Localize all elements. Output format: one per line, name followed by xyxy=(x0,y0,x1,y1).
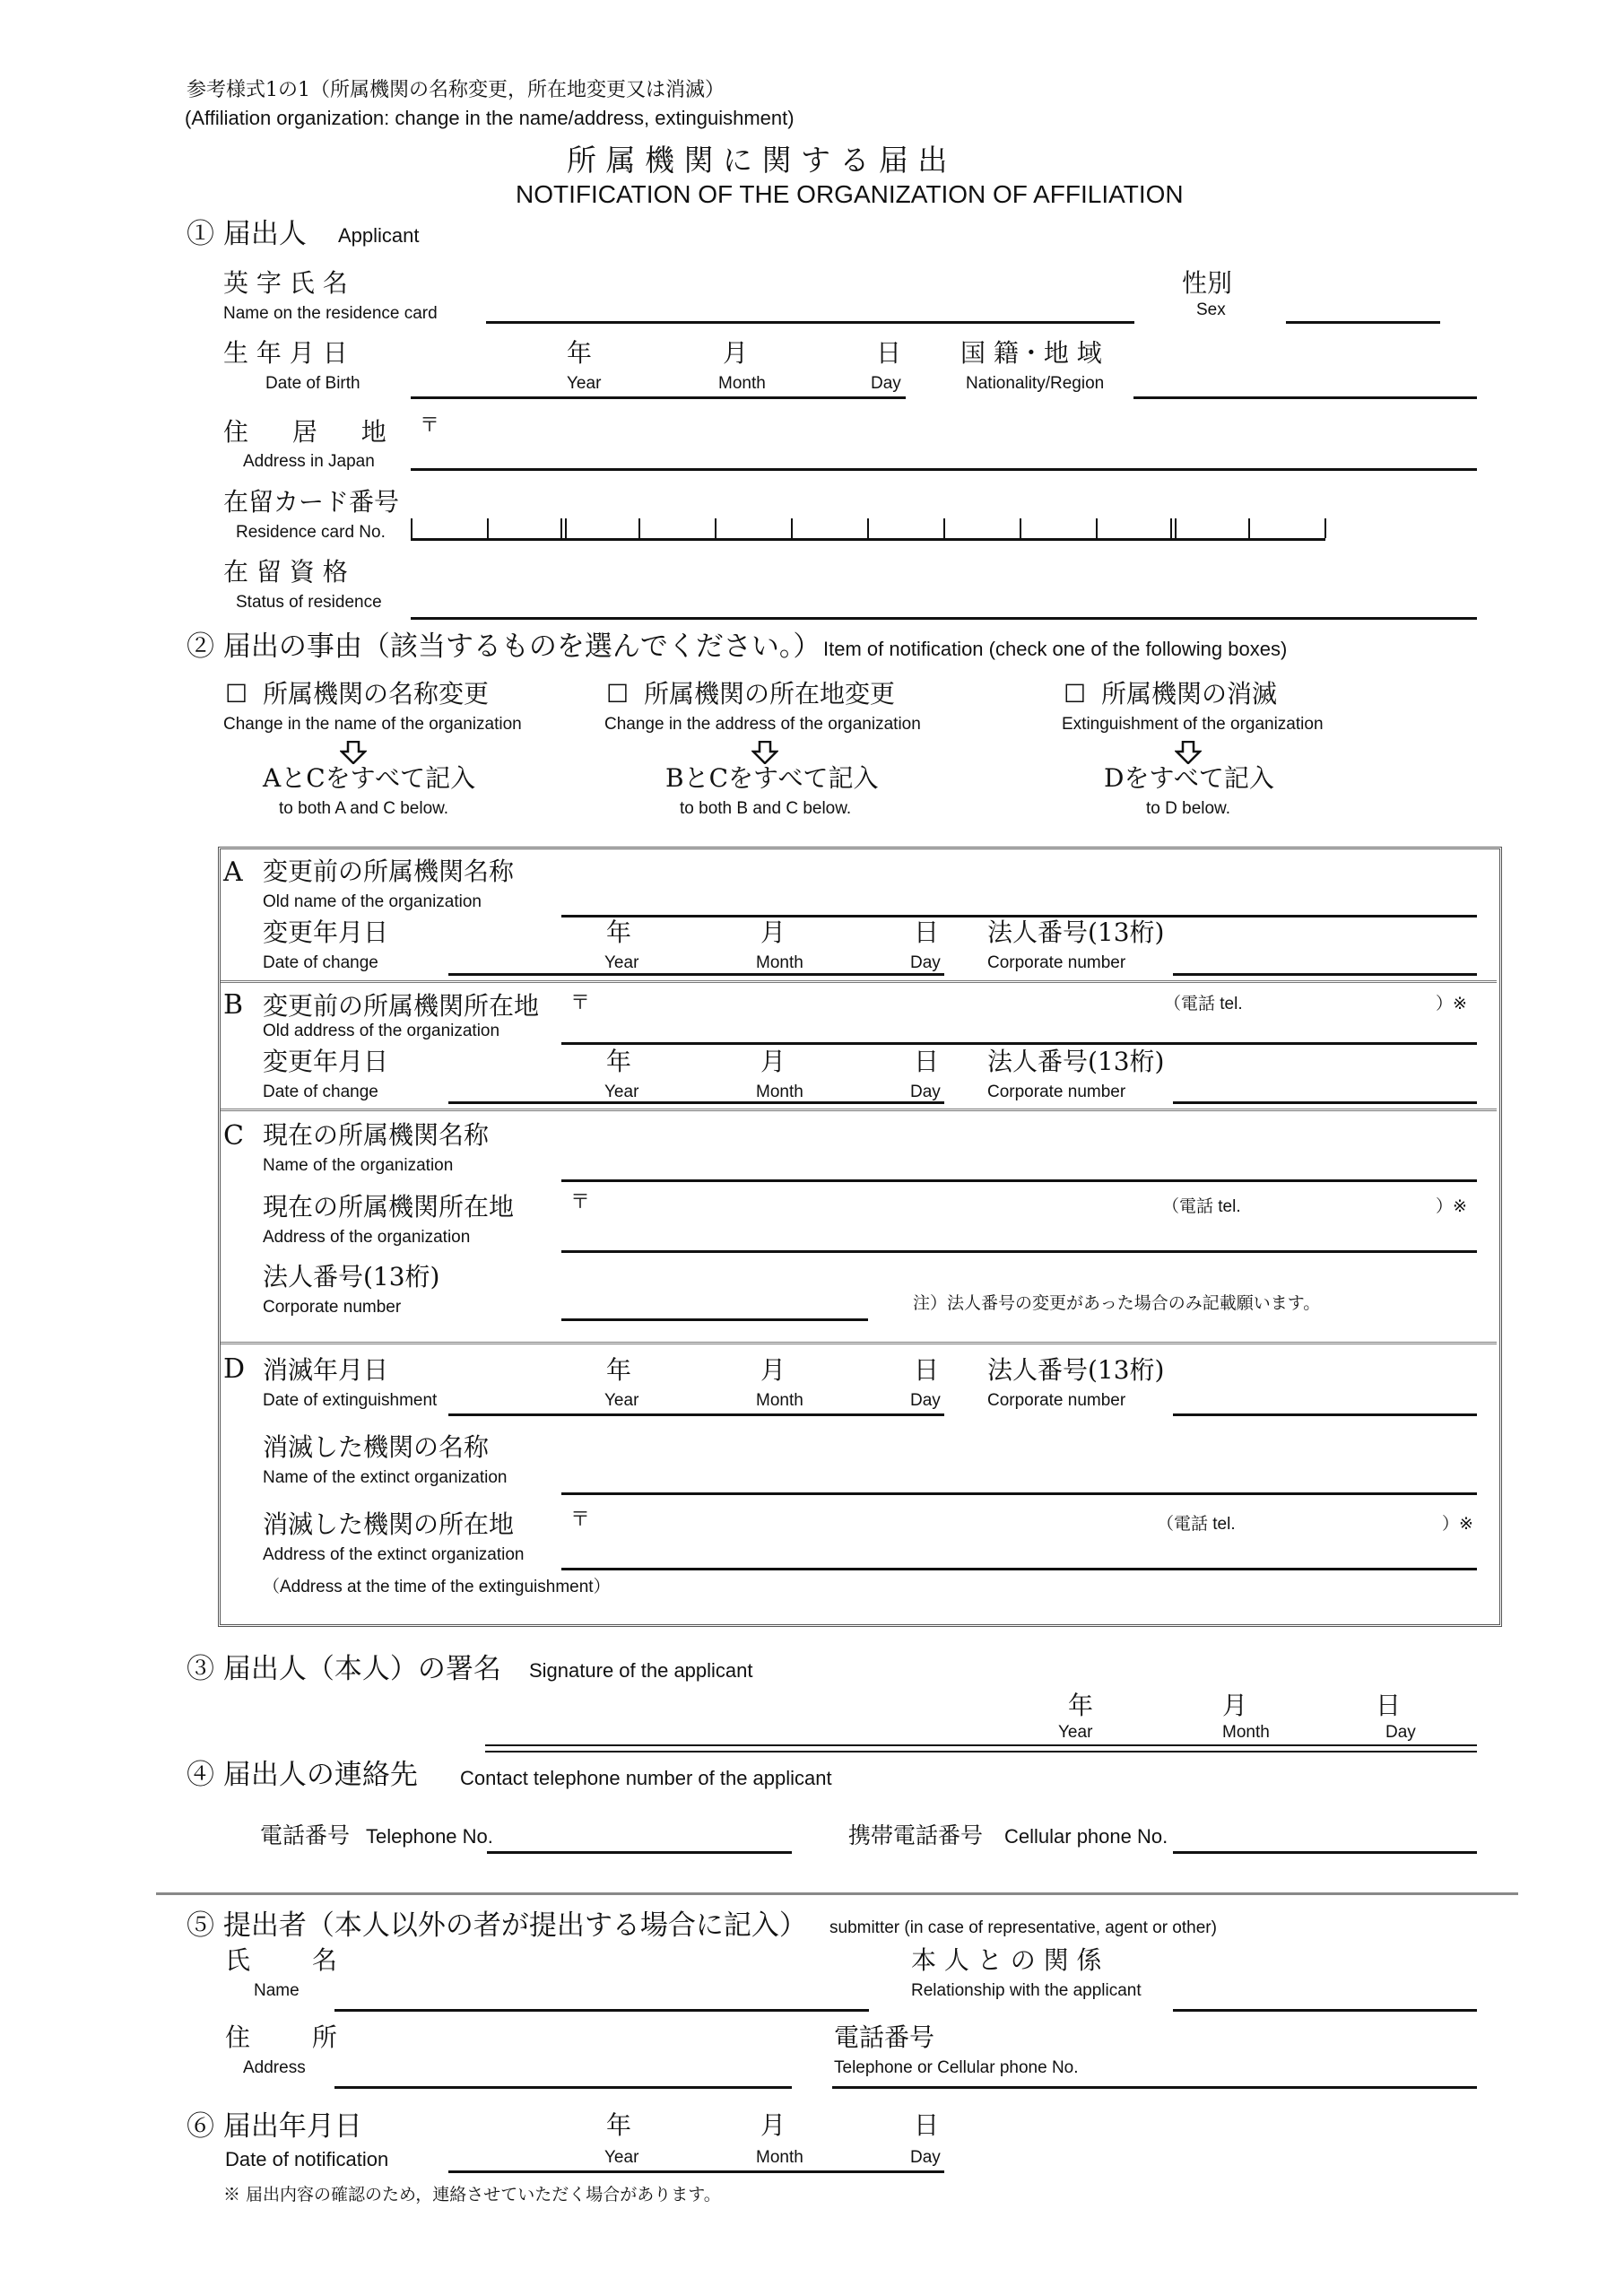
a-corp-label: 法人番号(13桁) xyxy=(987,918,1165,947)
submitter-address-label-en: Address xyxy=(243,2058,306,2077)
b-date-label: 変更年月日 xyxy=(263,1047,389,1076)
section-2-heading-en: Item of notification (check one of the following boxes) xyxy=(823,638,1288,660)
relationship-label-en: Relationship with the applicant xyxy=(911,1981,1142,2000)
arrow-down-icon xyxy=(1175,741,1202,764)
sign-year-label-en: Year xyxy=(1058,1723,1093,1742)
b-tel-label: （電話 tel. xyxy=(1164,995,1243,1013)
c-tel-end: ）※ xyxy=(1436,1197,1467,1216)
option-name-change-label: 所属機関の名称変更 xyxy=(263,679,490,709)
dob-month-label: 月 xyxy=(723,338,749,368)
dob-label: 生 年 月 日 xyxy=(223,338,348,368)
d-address-field[interactable] xyxy=(561,1568,1477,1570)
b-day-label: 日 xyxy=(914,1047,940,1076)
a-date-label: 変更年月日 xyxy=(263,918,389,947)
b-postal-mark: 〒 xyxy=(570,992,591,1014)
b-year-label: 年 xyxy=(606,1047,632,1076)
b-date-field[interactable] xyxy=(448,1101,944,1104)
notif-day-label: 日 xyxy=(914,2110,940,2140)
b-tel-end: ）※ xyxy=(1436,995,1467,1013)
a-old-name-label-en: Old name of the organization xyxy=(263,892,482,911)
nationality-label: 国 籍・地 域 xyxy=(960,338,1102,368)
d-year-label: 年 xyxy=(606,1355,632,1385)
a-month-label: 月 xyxy=(760,918,786,947)
notification-date-field[interactable] xyxy=(448,2170,944,2173)
residence-card-label-en: Residence card No. xyxy=(236,523,386,542)
form-title-en: NOTIFICATION OF THE ORGANIZATION OF AFFILIATION xyxy=(516,180,1184,208)
reference-form-label: 参考様式1の1（所属機関の名称変更，所在地変更又は消滅） xyxy=(187,79,725,101)
sign-day-label-en: Day xyxy=(1385,1723,1416,1742)
section-4-heading: ④ 届出人の連絡先 xyxy=(187,1759,418,1791)
form-title: 所 属 機 関 に 関 す る 届 出 xyxy=(567,143,948,178)
fill-a-c-label: AとCをすべて記入 xyxy=(263,763,476,793)
d-month-label: 月 xyxy=(760,1355,786,1385)
option-extinguishment-label: 所属機関の消滅 xyxy=(1101,679,1278,709)
c-name-label: 現在の所属機関名称 xyxy=(263,1120,490,1150)
submitter-tel-label: 電話番号 xyxy=(834,2022,935,2052)
a-corp-label-en: Corporate number xyxy=(987,953,1126,972)
sex-label: 性別 xyxy=(1182,268,1233,298)
relationship-field[interactable] xyxy=(1173,2009,1477,2012)
section-c-letter: C xyxy=(223,1120,244,1152)
option-name-change-label-en: Change in the name of the organization xyxy=(223,715,522,734)
submitter-tel-label-en: Telephone or Cellular phone No. xyxy=(834,2058,1079,2077)
d-corp-label-en: Corporate number xyxy=(987,1391,1126,1410)
a-year-label-en: Year xyxy=(604,953,639,972)
d-day-label-en: Day xyxy=(910,1391,941,1410)
c-name-label-en: Name of the organization xyxy=(263,1156,454,1175)
d-address-label-en: Address of the extinct organization xyxy=(263,1545,525,1564)
sign-month-label-en: Month xyxy=(1222,1723,1270,1742)
section-b-letter: B xyxy=(223,989,244,1021)
dob-label-en: Date of Birth xyxy=(265,374,360,393)
relationship-label: 本 人 と の 関 係 xyxy=(911,1945,1102,1975)
dob-year-label: 年 xyxy=(567,338,593,368)
a-corp-field[interactable] xyxy=(1173,973,1477,976)
postal-mark: 〒 xyxy=(420,414,440,437)
b-corp-label-en: Corporate number xyxy=(987,1083,1126,1101)
status-label: 在 留 資 格 xyxy=(223,557,348,587)
tel-label-en: Telephone No. xyxy=(366,1825,493,1848)
footer-note: ※ 届出内容の確認のため，連絡させていただく場合があります。 xyxy=(223,2185,721,2205)
c-corp-label-en: Corporate number xyxy=(263,1298,402,1317)
sign-month-label: 月 xyxy=(1222,1691,1248,1720)
d-address-label: 消滅した機関の所在地 xyxy=(263,1509,515,1539)
section-1-heading: ① 届出人 xyxy=(187,218,307,250)
c-corp-field[interactable] xyxy=(561,1318,868,1321)
sex-label-en: Sex xyxy=(1196,300,1226,319)
checkbox-name-change[interactable]: ☐ xyxy=(225,679,248,709)
checkbox-address-change[interactable]: ☐ xyxy=(606,679,630,709)
submitter-tel-field[interactable] xyxy=(832,2086,1477,2089)
section-d-letter: D xyxy=(223,1353,246,1385)
dob-day-label-en: Day xyxy=(871,374,901,393)
notif-year-label: 年 xyxy=(606,2110,632,2140)
tel-label: 電話番号 xyxy=(260,1822,351,1848)
d-address-note: （Address at the time of the extinguishment） xyxy=(263,1578,611,1596)
address-label-en: Address in Japan xyxy=(243,452,375,471)
section-6-heading: ⑥ 届出年月日 xyxy=(187,2110,362,2143)
sign-day-label: 日 xyxy=(1376,1691,1402,1720)
residence-card-label: 在留カード番号 xyxy=(223,487,400,517)
section-4-heading-en: Contact telephone number of the applicant xyxy=(460,1767,832,1789)
d-tel-end: ）※ xyxy=(1442,1515,1473,1534)
nationality-label-en: Nationality/Region xyxy=(966,374,1105,393)
submitter-address-field[interactable] xyxy=(334,2086,792,2089)
section-5-heading-en: submitter (in case of representative, agent or other) xyxy=(829,1918,1217,1937)
d-date-field[interactable] xyxy=(448,1413,944,1416)
nationality-field[interactable] xyxy=(1133,396,1477,399)
residence-card-field[interactable] xyxy=(411,538,1325,541)
submitter-name-field[interactable] xyxy=(334,2009,869,2012)
section-5-heading: ⑤ 提出者（本人以外の者が提出する場合に記入） xyxy=(187,1909,807,1942)
d-month-label-en: Month xyxy=(756,1391,803,1410)
applicant-name-label: 英 字 氏 名 xyxy=(223,268,348,298)
sign-year-label: 年 xyxy=(1068,1691,1094,1720)
address-label: 住 居 地 xyxy=(223,417,386,447)
a-year-label: 年 xyxy=(606,918,632,947)
b-date-label-en: Date of change xyxy=(263,1083,378,1101)
status-label-en: Status of residence xyxy=(236,593,382,612)
fill-d-label: Dをすべて記入 xyxy=(1104,763,1274,793)
b-old-address-label-en: Old address of the organization xyxy=(263,1022,500,1040)
b-old-address-label: 変更前の所属機関所在地 xyxy=(263,991,540,1021)
section-3-heading-en: Signature of the applicant xyxy=(529,1659,753,1682)
cell-label: 携帯電話番号 xyxy=(848,1822,984,1848)
b-corp-field[interactable] xyxy=(1173,1101,1477,1104)
separator xyxy=(156,1892,1518,1895)
d-year-label-en: Year xyxy=(604,1391,639,1410)
cell-label-en: Cellular phone No. xyxy=(1004,1825,1168,1848)
fill-a-c-label-en: to both A and C below. xyxy=(279,799,449,818)
c-corp-label: 法人番号(13桁) xyxy=(263,1262,440,1292)
a-date-label-en: Date of change xyxy=(263,953,378,972)
submitter-address-label: 住 所 xyxy=(225,2022,337,2052)
notif-month-label-en: Month xyxy=(756,2148,803,2167)
a-day-label-en: Day xyxy=(910,953,941,972)
section-3-heading: ③ 届出人（本人）の署名 xyxy=(187,1653,501,1685)
notif-month-label: 月 xyxy=(760,2110,786,2140)
d-corp-label: 法人番号(13桁) xyxy=(987,1355,1165,1385)
a-month-label-en: Month xyxy=(756,953,803,972)
section-2-heading: ② 届出の事由（該当するものを選んでください。） xyxy=(187,631,821,663)
option-address-change-label-en: Change in the address of the organization xyxy=(604,715,921,734)
b-old-address-field[interactable] xyxy=(561,1042,1477,1045)
sex-field[interactable] xyxy=(1286,321,1440,324)
telephone-field[interactable] xyxy=(487,1851,792,1854)
d-date-label-en: Date of extinguishment xyxy=(263,1391,438,1410)
b-day-label-en: Day xyxy=(910,1083,941,1101)
a-date-field[interactable] xyxy=(448,973,944,976)
d-name-label: 消滅した機関の名称 xyxy=(263,1432,490,1462)
d-name-field[interactable] xyxy=(561,1492,1477,1495)
c-tel-label: （電話 tel. xyxy=(1162,1197,1241,1216)
applicant-name-field[interactable] xyxy=(486,321,1134,324)
status-field[interactable] xyxy=(411,617,1477,620)
fill-b-c-label: BとCをすべて記入 xyxy=(665,763,879,793)
c-address-label: 現在の所属機関所在地 xyxy=(263,1192,515,1222)
b-corp-label: 法人番号(13桁) xyxy=(987,1047,1165,1076)
applicant-name-label-en: Name on the residence card xyxy=(223,304,438,323)
dob-day-label: 日 xyxy=(876,338,902,368)
reference-form-label-en: (Affiliation organization: change in the name/address, extinguishment) xyxy=(185,107,795,129)
d-name-label-en: Name of the extinct organization xyxy=(263,1468,508,1487)
c-address-field[interactable] xyxy=(561,1250,1477,1253)
b-month-label-en: Month xyxy=(756,1083,803,1101)
d-postal-mark: 〒 xyxy=(570,1509,591,1531)
notif-year-label-en: Year xyxy=(604,2148,639,2167)
section-6-heading-en: Date of notification xyxy=(225,2148,389,2170)
dob-month-label-en: Month xyxy=(718,374,766,393)
b-year-label-en: Year xyxy=(604,1083,639,1101)
dob-year-label-en: Year xyxy=(567,374,602,393)
signature-field[interactable] xyxy=(485,1744,1477,1752)
c-corp-note: 注）法人番号の変更があった場合のみ記載願います。 xyxy=(913,1293,1321,1313)
option-extinguishment-label-en: Extinguishment of the organization xyxy=(1062,715,1324,734)
checkbox-extinguishment[interactable]: ☐ xyxy=(1064,679,1087,709)
d-tel-label: （電話 tel. xyxy=(1157,1515,1236,1534)
c-address-label-en: Address of the organization xyxy=(263,1228,471,1247)
a-day-label: 日 xyxy=(914,918,940,947)
address-field[interactable] xyxy=(411,468,1477,471)
b-month-label: 月 xyxy=(760,1047,786,1076)
option-address-change-label: 所属機関の所在地変更 xyxy=(644,679,896,709)
section-a-letter: A xyxy=(223,857,243,888)
section-1-heading-en: Applicant xyxy=(338,224,420,247)
fill-b-c-label-en: to both B and C below. xyxy=(680,799,852,818)
cellular-field[interactable] xyxy=(1173,1851,1477,1854)
a-old-name-label: 変更前の所属機関名称 xyxy=(263,857,515,886)
c-postal-mark: 〒 xyxy=(570,1191,591,1213)
d-day-label: 日 xyxy=(914,1355,940,1385)
arrow-down-icon xyxy=(340,741,367,764)
notif-day-label-en: Day xyxy=(910,2148,941,2167)
arrow-down-icon xyxy=(751,741,778,764)
c-name-field[interactable] xyxy=(561,1179,1477,1182)
d-corp-field[interactable] xyxy=(1173,1413,1477,1416)
submitter-name-label: 氏 名 xyxy=(225,1945,337,1975)
fill-d-label-en: to D below. xyxy=(1146,799,1230,818)
d-date-label: 消滅年月日 xyxy=(263,1355,389,1385)
dob-field[interactable] xyxy=(411,396,906,399)
submitter-name-label-en: Name xyxy=(254,1981,300,2000)
